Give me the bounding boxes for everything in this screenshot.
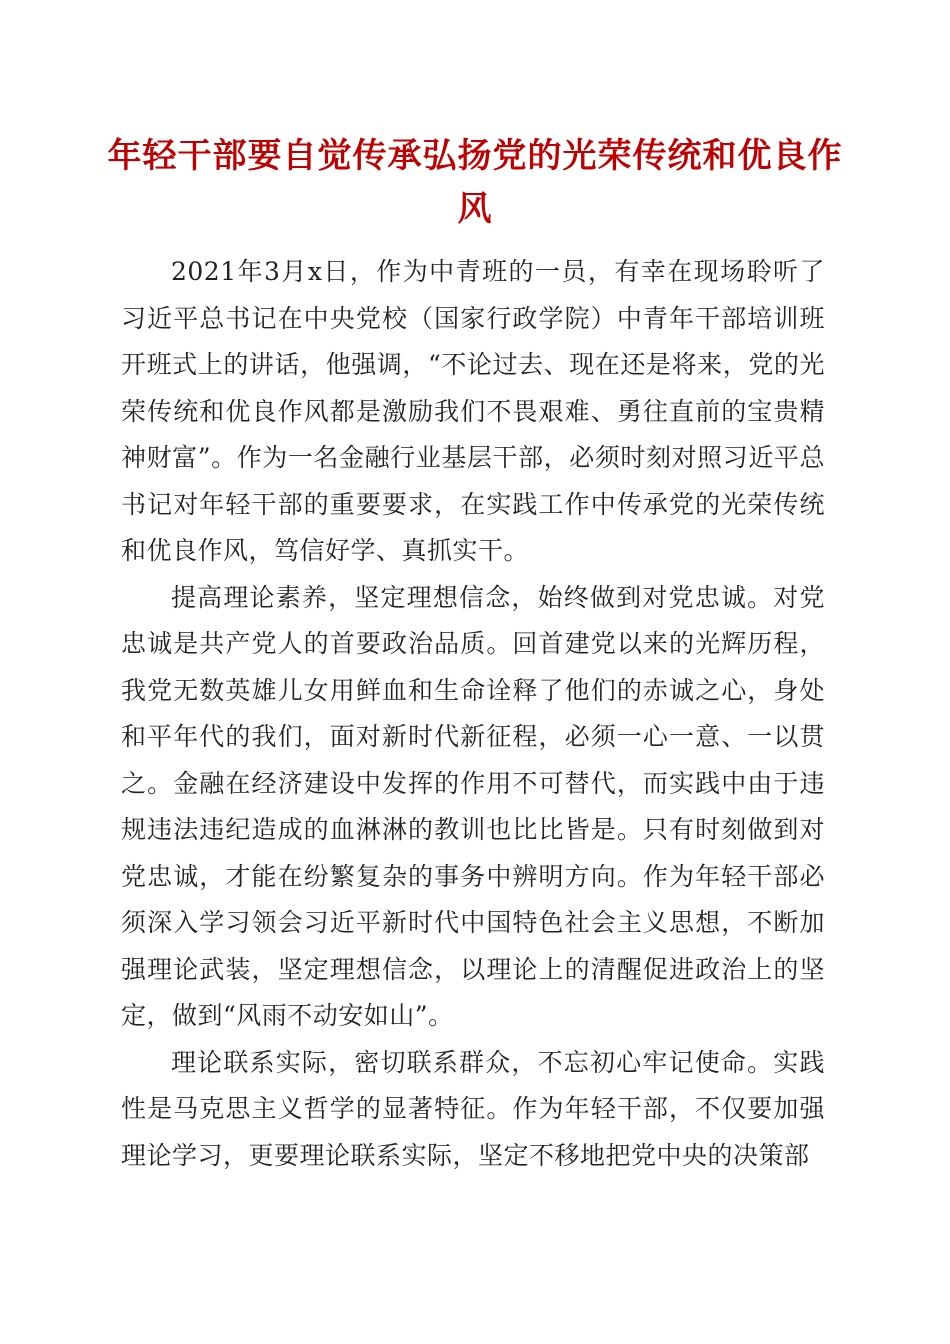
paragraph-intro: 2021年3月x日，作为中青班的一员，有幸在现场聆听了习近平总书记在中央党校（国家行政学院）中青年干部培训班开班式上的讲话，他强调，“不论过去、现在还是将来，党的光荣传统和优良作风都是激励我们不畏艰难、勇往直前的宝贵精神财富”。作为一名金融行业基层干部，必须时刻对照习近平总书记对年轻干部的重要要求，在实践工作中传承党的光荣传统和优良作风，笃信好学、真抓实干。 — [121, 257, 825, 565]
document-title: 年轻干部要自觉传承弘扬党的光荣传统和优良作风 — [107, 136, 843, 229]
document-body — [121, 249, 825, 1179]
paragraph-loyalty: 提高理论素养，坚定理想信念，始终做到对党忠诚。对党忠诚是共产党人的首要政治品质。回首建党以来的光辉历程，我党无数英雄儿女用鲜血和生命诠释了他们的赤诚之心，身处和平年代的我们，面对新时代新征程，必须一心一意、一以贯之。金融在经济建设中发挥的作用不可替代，而实践中由于违规违法违纪造成的血淋淋的教训也比比皆是。只有时刻做到对党忠诚，才能在纷繁复杂的事务中辨明方向。作为年轻干部必须深入学习领会习近平新时代中国特色社会主义思想，不断加强理论武装，坚定理想信念，以理论上的清醒促进政治上的坚定，做到“风雨不动安如山”。 — [121, 582, 825, 1030]
paragraph-practice: 理论联系实际，密切联系群众，不忘初心牢记使命。实践性是马克思主义哲学的显著特征。作为年轻干部，不仅要加强理论学习，更要理论联系实际，坚定不移地把党中央的决策部 — [121, 1047, 825, 1170]
